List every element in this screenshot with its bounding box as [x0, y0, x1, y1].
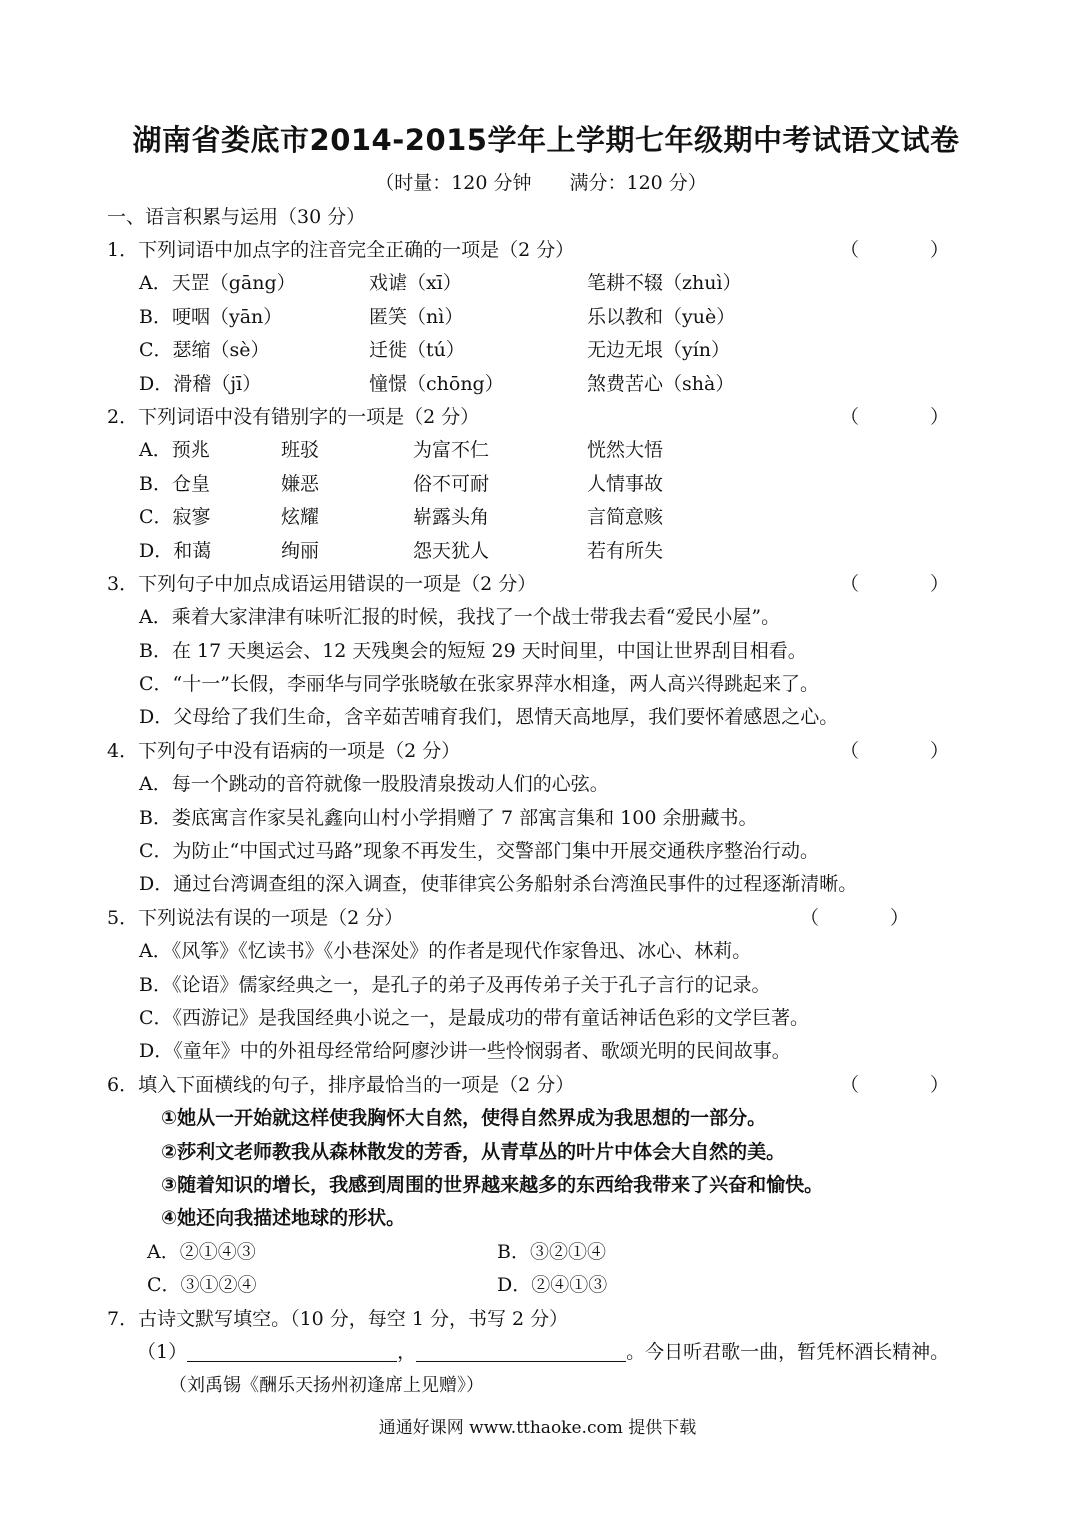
- option-row: A．预兆 班驳 为富不仁 恍然大悟: [139, 439, 664, 462]
- option-row: A．②①④③ B．③②①④: [147, 1240, 606, 1263]
- answer-bracket[interactable]: （ ）: [839, 739, 975, 762]
- sequence-sentence: ②莎利文老师教我从森林散发的芳香，从青草丛的叶片中体会大自然的美。: [161, 1140, 786, 1163]
- sequence-sentence: ④她还向我描述地球的形状。: [161, 1207, 406, 1230]
- option-row: D．滑稽（jī） 憧憬（chōng） 煞费苦心（shà）: [139, 372, 735, 395]
- option-sentence: D．《童年》中的外祖母经常给阿廖沙讲一些怜悯弱者、歌颂光明的民间故事。: [139, 1040, 791, 1063]
- question-2-stem: 2．下列词语中没有错别字的一项是（2 分） （ ）: [107, 401, 975, 434]
- option-row: B．仓皇 嫌恶 俗不可耐 人情事故: [139, 472, 664, 495]
- answer-blank[interactable]: [416, 1339, 626, 1362]
- question-3-stem: 3．下列句子中加点成语运用错误的一项是（2 分） （ ）: [107, 568, 975, 601]
- option-row: D．和蔼 绚丽 怨天犹人 若有所失: [139, 539, 664, 562]
- section-heading: 一、语言积累与运用（30 分）: [107, 206, 366, 228]
- option-sentence: D．通过台湾调查组的深入调查，使菲律宾公务船射杀台湾渔民事件的过程逐渐清晰。: [139, 873, 858, 896]
- question-4-stem: 4．下列句子中没有语病的一项是（2 分） （ ）: [107, 735, 975, 768]
- option-sentence: B．在 17 天奥运会、12 天残奥会的短短 29 天时间里，中国让世界刮目相看。: [139, 639, 807, 662]
- sequence-sentence: ①她从一开始就这样使我胸怀大自然，使得自然界成为我思想的一部分。: [161, 1107, 767, 1130]
- question-6-stem: 6．填入下面横线的句子，排序最恰当的一项是（2 分） （ ）: [107, 1069, 975, 1102]
- question-5-stem: 5．下列说法有误的一项是（2 分） （ ）: [107, 902, 975, 935]
- option-sentence: D．父母给了我们生命，含辛茹苦哺育我们，恩情天高地厚，我们要怀着感恩之心。: [139, 706, 839, 729]
- option-row: C．寂寥 炫耀 崭露头角 言简意赅: [139, 506, 664, 529]
- answer-bracket[interactable]: （ ）: [839, 572, 975, 595]
- option-row: A．天罡（gāng） 戏谑（xī） 笔耕不辍（zhuì）: [139, 272, 742, 295]
- option-row: C．③①②④ D．②④①③: [147, 1274, 608, 1297]
- answer-bracket[interactable]: （ ）: [839, 239, 975, 261]
- fill-in-line: （1） ， 。今日听君歌一曲，暂凭杯酒长精神。: [137, 1340, 950, 1363]
- question-7-stem: 7．古诗文默写填空。（10 分，每空 1 分，书写 2 分）: [107, 1307, 569, 1330]
- question-1-stem: 1．下列词语中加点字的注音完全正确的一项是（2 分） （ ）: [107, 234, 975, 267]
- answer-bracket[interactable]: （ ）: [839, 1073, 975, 1096]
- answer-bracket[interactable]: （ ）: [839, 405, 975, 428]
- page-title: 湖南省娄底市2014-2015学年上学期七年级期中考试语文试卷: [132, 123, 960, 157]
- option-sentence: B．娄底寓言作家吴礼鑫向山村小学捐赠了 7 部寓言集和 100 余册藏书。: [139, 806, 758, 829]
- sequence-sentence: ③随着知识的增长，我感到周围的世界越来越多的东西给我带来了兴奋和愉快。: [161, 1173, 824, 1196]
- option-sentence: A．每一个跳动的音符就像一股股清泉拨动人们的心弦。: [139, 773, 609, 796]
- option-row: C．瑟缩（sè） 迁徙（tú） 无边无垠（yín）: [139, 339, 731, 362]
- answer-bracket[interactable]: （ ）: [799, 906, 935, 929]
- poem-source: （刘禹锡《酬乐天扬州初逢席上见赠》）: [169, 1375, 484, 1397]
- option-sentence: C．《西游记》是我国经典小说之一，是最成功的带有童话神话色彩的文学巨著。: [139, 1006, 810, 1029]
- option-sentence: A．《风筝》《忆读书》《小巷深处》的作者是现代作家鲁迅、冰心、林莉。: [139, 940, 752, 963]
- page-footer: 通通好课网 www.tthaoke.com 提供下载: [378, 1418, 697, 1438]
- option-sentence: C．“十一”长假，李丽华与同学张晓敏在张家界萍水相逢，两人高兴得跳起来了。: [139, 673, 819, 696]
- option-sentence: A．乘着大家津津有味听汇报的时候，我找了一个战士带我去看“爱民小屋”。: [139, 606, 781, 629]
- option-sentence: C．为防止“中国式过马路”现象不再发生，交警部门集中开展交通秩序整治行动。: [139, 840, 819, 863]
- option-sentence: B．《论语》儒家经典之一，是孔子的弟子及再传弟子关于孔子言行的记录。: [139, 973, 771, 996]
- option-row: B．哽咽（yān） 匿笑（nì） 乐以教和（yuè）: [139, 305, 736, 328]
- exam-info: （时量：120 分钟 满分：120 分）: [375, 172, 707, 194]
- answer-blank[interactable]: [187, 1339, 397, 1362]
